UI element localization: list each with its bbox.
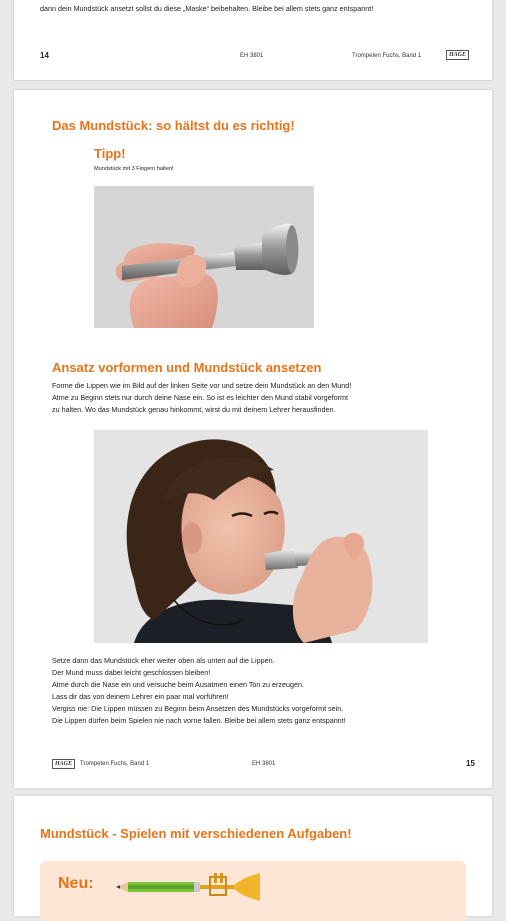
book-code: EH 3801 <box>240 53 264 59</box>
page-title: Das Mundstück: so hältst du es richtig! <box>52 118 295 133</box>
section-title: Ansatz vorformen und Mundstück ansetzen <box>52 360 322 375</box>
instruction-paragraph-1 <box>52 380 482 416</box>
text-line: Forme die Lippen wie im Bild auf der linken Seite vor und setze dein Mundstück an den Mund! <box>52 381 352 390</box>
pencil-and-trumpet-icon <box>114 869 264 903</box>
text-line: Setze dann das Mundstück eher weiter oben als unten auf die Lippen. <box>52 656 275 665</box>
publisher-logo: HAGE <box>52 759 75 769</box>
page-number: 14 <box>40 51 49 60</box>
text-line: Der Mund muss dabei leicht geschlossen bleiben! <box>52 668 211 677</box>
new-feature-box <box>40 861 466 921</box>
new-label: Neu: <box>58 875 94 892</box>
series-title: Trompeten Fuchs, Band 1 <box>80 761 150 767</box>
tip-text: Mundstück mit 3 Fingern halten! <box>94 166 174 172</box>
series-title: Trompeten Fuchs, Band 1 <box>352 53 422 59</box>
publisher-logo: HAGE <box>446 50 469 60</box>
text-line: Atme durch die Nase ein und versuche beim Ausatmen einen Ton zu erzeugen. <box>52 680 304 689</box>
book-page-14 <box>14 0 492 80</box>
instruction-paragraph-2 <box>52 655 482 727</box>
page-text: dann dein Mundstück ansetzt sollst du diese „Maske“ beibehalten. Bleibe bei allem stets ganz entspannt! <box>40 4 374 13</box>
child-with-mouthpiece-photo <box>94 430 428 643</box>
book-page-16 <box>14 796 492 916</box>
book-code: EH 3801 <box>252 761 276 767</box>
mouthpiece-hand-photo <box>94 186 314 328</box>
book-page-15 <box>14 90 492 788</box>
page-number: 15 <box>466 759 475 768</box>
text-line: Die Lippen dürfen beim Spielen nie nach vorne fallen. Bleibe bei allem stets ganz entspannt! <box>52 716 346 725</box>
tip-title: Tipp! <box>94 146 126 161</box>
page-title: Mundstück - Spielen mit verschiedenen Aufgaben! <box>40 826 352 841</box>
text-line: Vergiss nie: Die Lippen müssen zu Beginn beim Ansetzen des Mundstücks vorgeformt sein. <box>52 704 344 713</box>
text-line: Atme zu Beginn stets nur durch deine Nase ein. So ist es leichter den Mund stabil vorgeformt <box>52 393 349 402</box>
text-line: zu halten. Wo das Mundstück genau hinkommt, wirst du mit deinem Lehrer herausfinden. <box>52 405 336 414</box>
text-line: Lass dir das von deinem Lehrer ein paar mal vorführen! <box>52 692 229 701</box>
